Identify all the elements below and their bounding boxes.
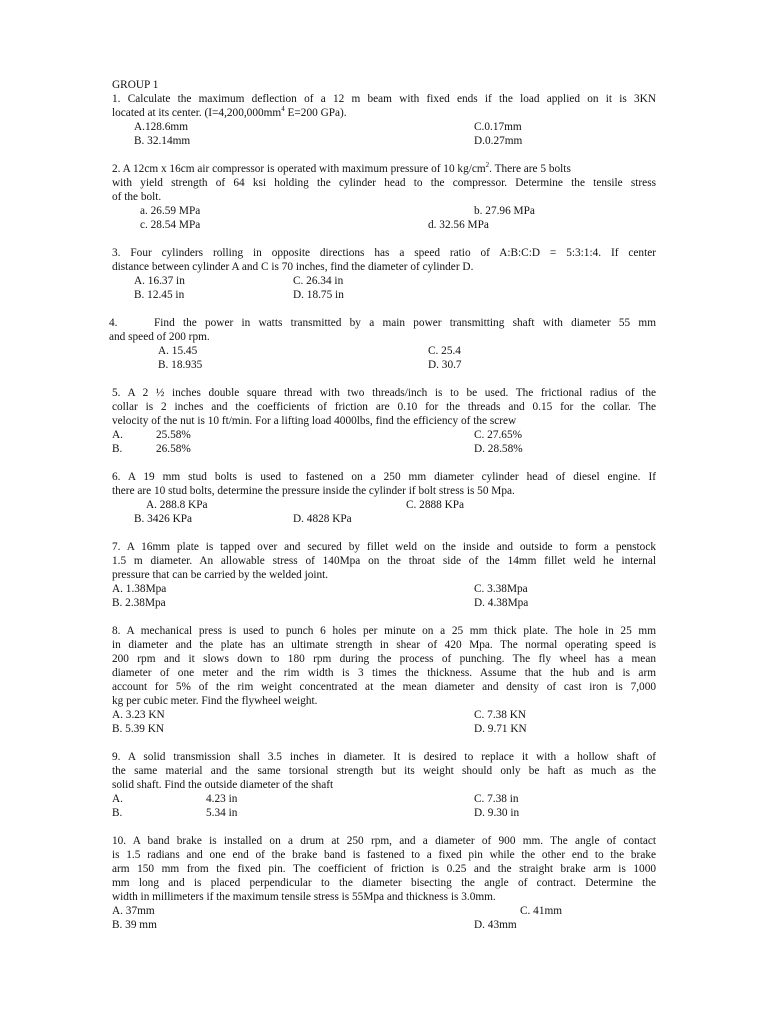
q9-option-c[interactable]: C. 7.38 in: [474, 793, 519, 805]
question-9-line-1: 9. A solid transmission shall 3.5 inches in diameter. It is desired to replace it with a hollow shaft of: [112, 751, 656, 763]
question-9-line-3: solid shaft. Find the outside diameter of the shaft: [112, 779, 334, 791]
question-8-line-6: kg per cubic meter. Find the flywheel weight.: [112, 695, 318, 707]
q7-option-c[interactable]: C. 3.38Mpa: [474, 583, 528, 595]
question-2-line-1: 2. A 12cm x 16cm air compressor is operated with maximum pressure of 10 $kg/cm^2$. There are 5 bolts: [112, 161, 571, 175]
question-10-line-3: arm 150 mm from the fixed pin. The coefficient of friction is 0.25 and the straight brake arm is 1000: [112, 863, 656, 875]
q8-option-a[interactable]: A. 3.23 KN: [112, 709, 165, 721]
q4-option-c[interactable]: C. 25.4: [428, 345, 461, 357]
question-10-line-1: 10. A band brake is installed on a drum at 250 rpm, and a diameter of 900 mm. The angle of contact: [112, 835, 656, 847]
q3-option-a[interactable]: A. 16.37 in: [134, 275, 185, 287]
q9-option-a-value[interactable]: 4.23 in: [206, 793, 238, 805]
q5-option-d[interactable]: D. 28.58%: [474, 443, 523, 455]
q5-option-b-letter[interactable]: B.: [112, 443, 123, 455]
question-8-line-5: account for 5% of the rim weight concentrated at the mean diameter and density of cast iron is 7,000: [112, 681, 656, 693]
q6-option-a[interactable]: A. 288.8 KPa: [146, 499, 208, 511]
question-5-line-1: 5. A 2 ½ inches double square thread with two threads/inch is to be used. The frictional radius of the: [112, 387, 656, 399]
q2-option-b[interactable]: b. 27.96 MPa: [474, 205, 535, 217]
question-1-line-1: 1. Calculate the maximum deflection of a 12 m beam with fixed ends if the load applied on it is 3KN: [112, 93, 656, 105]
question-1-line-2: located at its center. ($I=4,200,000mm^4$ E=200 GPa).: [112, 105, 347, 119]
question-7-line-3: pressure that can be carried by the welded joint.: [112, 569, 329, 581]
q3-option-c[interactable]: C. 26.34 in: [293, 275, 344, 287]
question-7-line-1: 7. A 16mm plate is tapped over and secured by fillet weld on the inside and outside to form a penstock: [112, 541, 656, 553]
q6-option-d[interactable]: D. 4828 KPa: [293, 513, 352, 525]
question-10-line-5: width in millimeters if the maximum tensile stress is 55Mpa and thickness is 3.0mm.: [112, 891, 496, 903]
q1-option-c[interactable]: C.0.17mm: [474, 121, 522, 133]
q3-option-d[interactable]: D. 18.75 in: [293, 289, 344, 301]
question-4-line-2: and speed of 200 rpm.: [109, 331, 210, 343]
q4-option-a[interactable]: A. 15.45: [158, 345, 198, 357]
q9-option-b-letter[interactable]: B.: [112, 807, 123, 819]
q10-option-b[interactable]: B. 39 mm: [112, 919, 157, 931]
q8-option-d[interactable]: D. 9.71 KN: [474, 723, 527, 735]
question-2-line-3: of the bolt.: [112, 191, 162, 203]
question-8-line-4: diameter of one meter and the rim width is 3 times the thickness. Assume that the hub and is arm: [112, 667, 656, 679]
question-8-line-1: 8. A mechanical press is used to punch 6 holes per minute on a 25 mm thick plate. The hole in 25 mm: [112, 625, 656, 637]
q10-option-d[interactable]: D. 43mm: [474, 919, 517, 931]
question-4-number: 4.: [109, 317, 118, 329]
q7-option-b[interactable]: B. 2.38Mpa: [112, 597, 166, 609]
question-10-line-4: mm long and is placed perpendicular to the diameter bisecting the angle of contract. Determine the: [112, 877, 656, 889]
superscript-4: 4: [281, 105, 285, 114]
q4-option-b[interactable]: B. 18.935: [158, 359, 203, 371]
q2-option-a[interactable]: a. 26.59 MPa: [140, 205, 201, 217]
q10-option-a[interactable]: A. 37mm: [112, 905, 155, 917]
q10-option-c[interactable]: C. 41mm: [520, 905, 563, 917]
q1-option-b[interactable]: B. 32.14mm: [134, 135, 191, 147]
q5-option-c[interactable]: C. 27.65%: [474, 429, 523, 441]
q1-option-d[interactable]: D.0.27mm: [474, 135, 523, 147]
q3-option-b[interactable]: B. 12.45 in: [134, 289, 185, 301]
q6-option-b[interactable]: B. 3426 KPa: [134, 513, 193, 525]
q6-option-c[interactable]: C. 2888 KPa: [406, 499, 465, 511]
question-8-line-3: 200 rpm and it slows down to 180 rpm during the process of punching. The fly wheel has a mean: [112, 653, 656, 665]
question-2-line-2: with yield strength of 64 ksi holding the cylinder head to the compressor. Determine the tensile stress: [112, 177, 656, 189]
q8-option-c[interactable]: C. 7.38 KN: [474, 709, 527, 721]
q9-option-a-letter[interactable]: A.: [112, 793, 123, 805]
question-9-line-2: the same material and the same torsional strength but its weight should only be haft as much as the: [112, 765, 656, 777]
question-8-line-2: in diameter and the plate has an ultimate strength in shear of 420 Mpa. The normal operating speed is: [112, 639, 656, 651]
question-5-line-2: collar is 2 inches and the coefficients of friction are 0.10 for the threads and 0.15 for the collar. The: [112, 401, 656, 413]
q2-option-c[interactable]: c. 28.54 MPa: [140, 219, 201, 231]
q4-option-d[interactable]: D. 30.7: [428, 359, 462, 371]
q1-option-a[interactable]: A.128.6mm: [134, 121, 188, 133]
question-4-line-1: Find the power in watts transmitted by a main power transmitting shaft with diameter 55 mm: [154, 317, 656, 329]
q5-option-a-letter[interactable]: A.: [112, 429, 123, 441]
q2-option-d[interactable]: d. 32.56 MPa: [428, 219, 489, 231]
question-5-line-3: velocity of the nut is 10 ft/min. For a lifting load 4000lbs, find the efficiency of the screw: [112, 415, 517, 427]
question-3-line-2: distance between cylinder A and C is 70 inches, find the diameter of cylinder D.: [112, 261, 474, 273]
q5-option-b-value[interactable]: 26.58%: [156, 443, 191, 455]
question-10-line-2: is 1.5 radians and one end of the brake band is fastened to a fixed pin while the other end to the brake: [112, 849, 656, 861]
question-6-line-2: there are 10 stud bolts, determine the pressure inside the cylinder if bolt stress is 50 Mpa.: [112, 485, 515, 497]
q7-option-d[interactable]: D. 4.38Mpa: [474, 597, 529, 609]
q5-option-a-value[interactable]: 25.58%: [156, 429, 191, 441]
superscript-2: 2: [485, 161, 490, 170]
q9-option-b-value[interactable]: 5.34 in: [206, 807, 238, 819]
q8-option-b[interactable]: B. 5.39 KN: [112, 723, 165, 735]
q9-option-d[interactable]: D. 9.30 in: [474, 807, 520, 819]
question-7-line-2: 1.5 m diameter. An allowable stress of 140Mpa on the throat side of the 14mm fillet weld he internal: [112, 555, 656, 567]
question-6-line-1: 6. A 19 mm stud bolts is used to fastened on a 250 mm diameter cylinder head of diesel engine. If: [112, 471, 656, 483]
q7-option-a[interactable]: A. 1.38Mpa: [112, 583, 167, 595]
question-3-line-1: 3. Four cylinders rolling in opposite directions has a speed ratio of A:B:C:D = 5:3:1:4. If center: [112, 247, 656, 259]
group-title: GROUP 1: [112, 79, 159, 91]
